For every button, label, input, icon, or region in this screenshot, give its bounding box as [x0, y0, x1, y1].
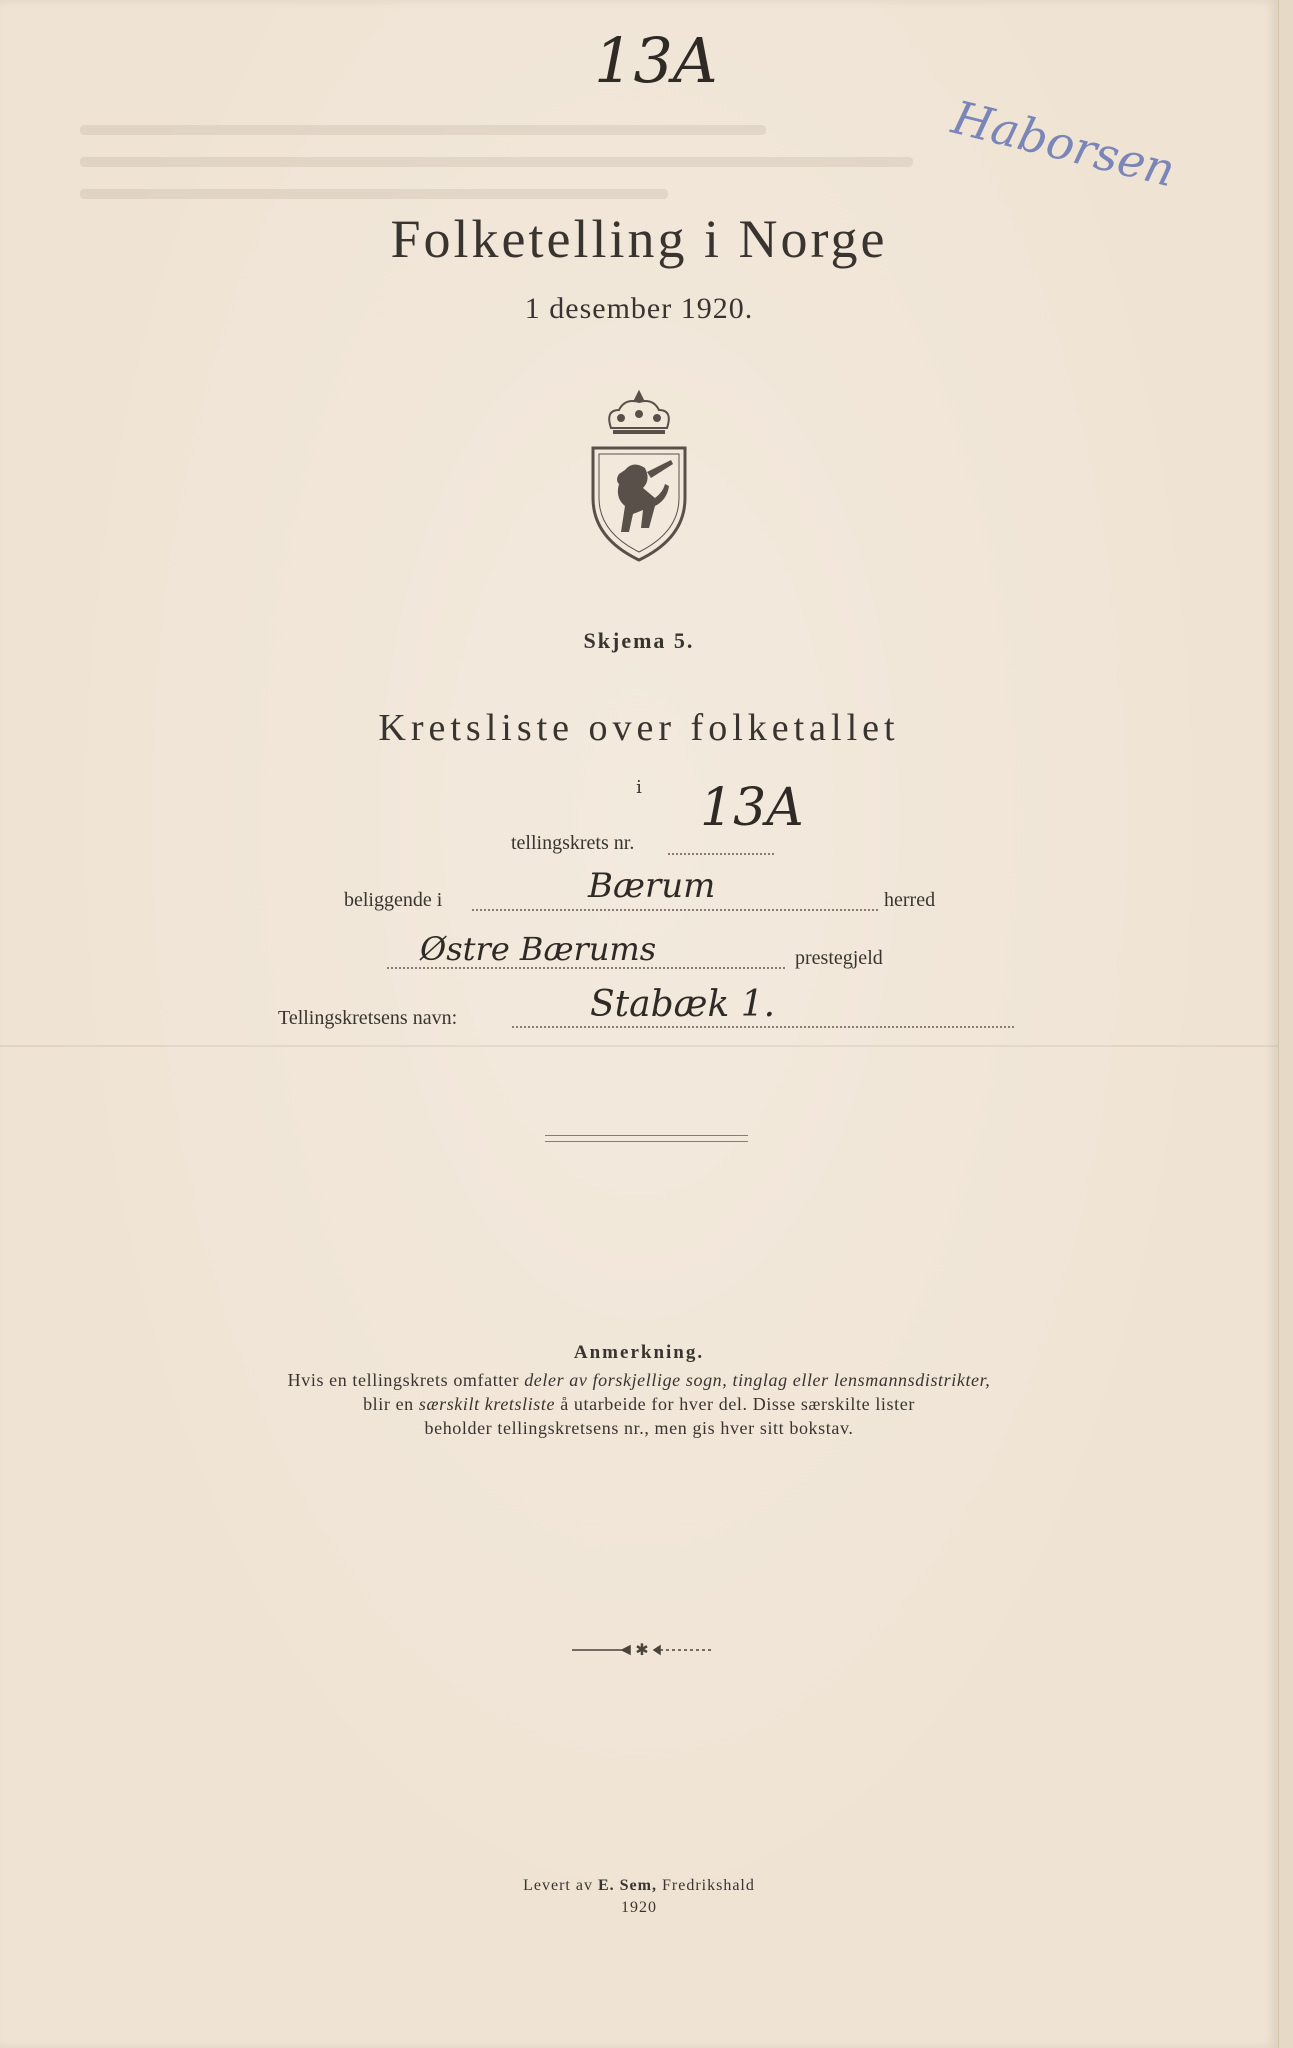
prestegjeld-label: prestegjeld [795, 947, 883, 969]
handwritten-prestegjeld: Østre Bærums [420, 930, 657, 968]
paper-fold [0, 1045, 1278, 1047]
note-emphasis: deler av forskjellige sogn, tinglag eller lensmannsdistrikter, [524, 1370, 991, 1390]
handwritten-krets-name: Stabæk 1. [590, 984, 776, 1025]
printer-line [0, 1877, 1278, 1895]
printer-name: E. Sem, [597, 1877, 657, 1894]
printer-year: 1920 [621, 1899, 657, 1916]
beliggende-label: beliggende i [344, 889, 443, 911]
schema-number: Skjema 5. [583, 628, 695, 653]
footer-place: Fredrikshald [656, 1877, 755, 1894]
note-text: Hvis en tellingskrets omfatter [287, 1370, 525, 1390]
census-date: 1 desember 1920. [524, 292, 754, 325]
handwritten-top-number: 13A [594, 24, 718, 97]
handwritten-herred: Bærum [588, 866, 716, 906]
krets-name-label: Tellingskretsens navn: [278, 1007, 458, 1029]
note-text: blir en [363, 1394, 419, 1414]
handwritten-corner-name: Haborsen [946, 90, 1181, 198]
divider [545, 1135, 748, 1142]
footer-text: Levert av [523, 1877, 598, 1894]
krets-name-line [512, 1026, 1014, 1028]
note-title: Anmerkning. [573, 1342, 705, 1363]
coat-of-arms-icon [585, 388, 693, 564]
note-line-1 [0, 1370, 1278, 1391]
note-line-2 [0, 1394, 1278, 1415]
page-edge [1278, 0, 1293, 2048]
page-title: Folketelling i Norge [390, 209, 888, 269]
ornament-icon [560, 1640, 725, 1660]
form-heading: Kretsliste over folketallet [378, 707, 900, 749]
note-line-3: beholder tellingskretsens nr., men gis hver sitt bokstav. [424, 1418, 854, 1438]
note-emphasis: særskilt kretsliste [418, 1394, 556, 1414]
krets-number-line [668, 853, 774, 855]
connector-word: i [636, 777, 642, 798]
krets-number-label: tellingskrets nr. [511, 832, 635, 854]
herred-label: herred [884, 889, 936, 911]
note-text: å utarbeide for hver del. Disse særskilte lister [555, 1394, 915, 1414]
handwritten-krets-number: 13A [700, 778, 804, 838]
herred-line [472, 909, 878, 911]
svg-text:✱: ✱ [635, 1640, 649, 1659]
